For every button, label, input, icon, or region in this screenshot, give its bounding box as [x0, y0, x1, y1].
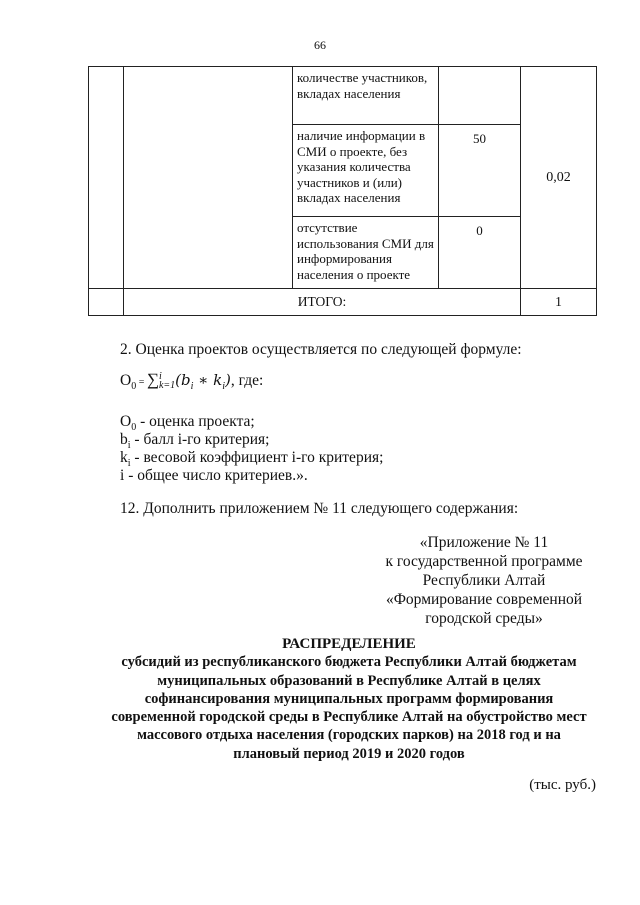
heading-line: субсидий из республиканского бюджета Республики Алтай бюджетам	[121, 654, 577, 671]
table-cell-number	[89, 67, 124, 289]
table-cell-score: 50	[439, 125, 521, 217]
paragraph-2: 2. Оценка проектов осуществляется по следующей формуле:	[120, 341, 522, 358]
sum-symbol: ∑	[146, 370, 159, 389]
table-cell-criterion	[124, 67, 293, 289]
total-value: 1	[521, 289, 597, 316]
table-cell-score: 0	[439, 217, 521, 289]
criteria-table	[88, 66, 597, 316]
total-label: ИТОГО:	[124, 289, 521, 316]
table-cell-weight: 0,02	[521, 67, 597, 289]
paragraph-12: 12. Дополнить приложением № 11 следующего содержания:	[120, 500, 519, 517]
units-label: (тыс. руб.)	[529, 777, 596, 793]
table-cell-description: количестве участников, вкладах населения	[293, 67, 439, 125]
table-row	[89, 67, 597, 125]
definition-o0: $О_0$ - оценка проекта;	[120, 413, 255, 434]
heading-line: софинансирования муниципальных программ формирования	[144, 690, 554, 707]
heading-line: плановый период 2019 и 2020 годов	[233, 745, 465, 762]
definition-ki: $k_i$ - весовой коэффициент i-го критерия;	[120, 449, 384, 470]
table-total-row	[89, 289, 597, 316]
heading-line: массового отдыха населения (городских парков) на 2018 год и на	[137, 727, 561, 744]
heading-line: современной городской среды в Республике Алтай на обустройство мест	[111, 709, 587, 726]
document-heading	[90, 635, 608, 763]
appendix-header: «Приложение № 11 к государственной программе Республики Алтай «Формирование современной городской среды»	[385, 534, 583, 627]
table-cell-description: наличие информации в СМИ о проекте, без указания количества участников и (или) вкладах населения	[293, 125, 439, 217]
formula: $О_0$ = ∑ i k=1 ($b_i$ ∗ $k_i$), где:	[120, 370, 264, 393]
table-cell-score	[439, 67, 521, 125]
page-number: 66	[314, 38, 326, 52]
table-cell-empty	[89, 289, 124, 316]
definition-i: i - общее число критериев.».	[120, 467, 308, 484]
formula-lhs: О	[120, 372, 132, 389]
heading-line: муниципальных образований в Республике Алтай в целях	[157, 672, 541, 689]
definition-bi: $b_i$ - балл i-го критерия;	[120, 431, 270, 452]
table-cell-description: отсутствие использования СМИ для информирования населения о проекте	[293, 217, 439, 289]
heading-title: РАСПРЕДЕЛЕНИЕ	[282, 636, 416, 652]
